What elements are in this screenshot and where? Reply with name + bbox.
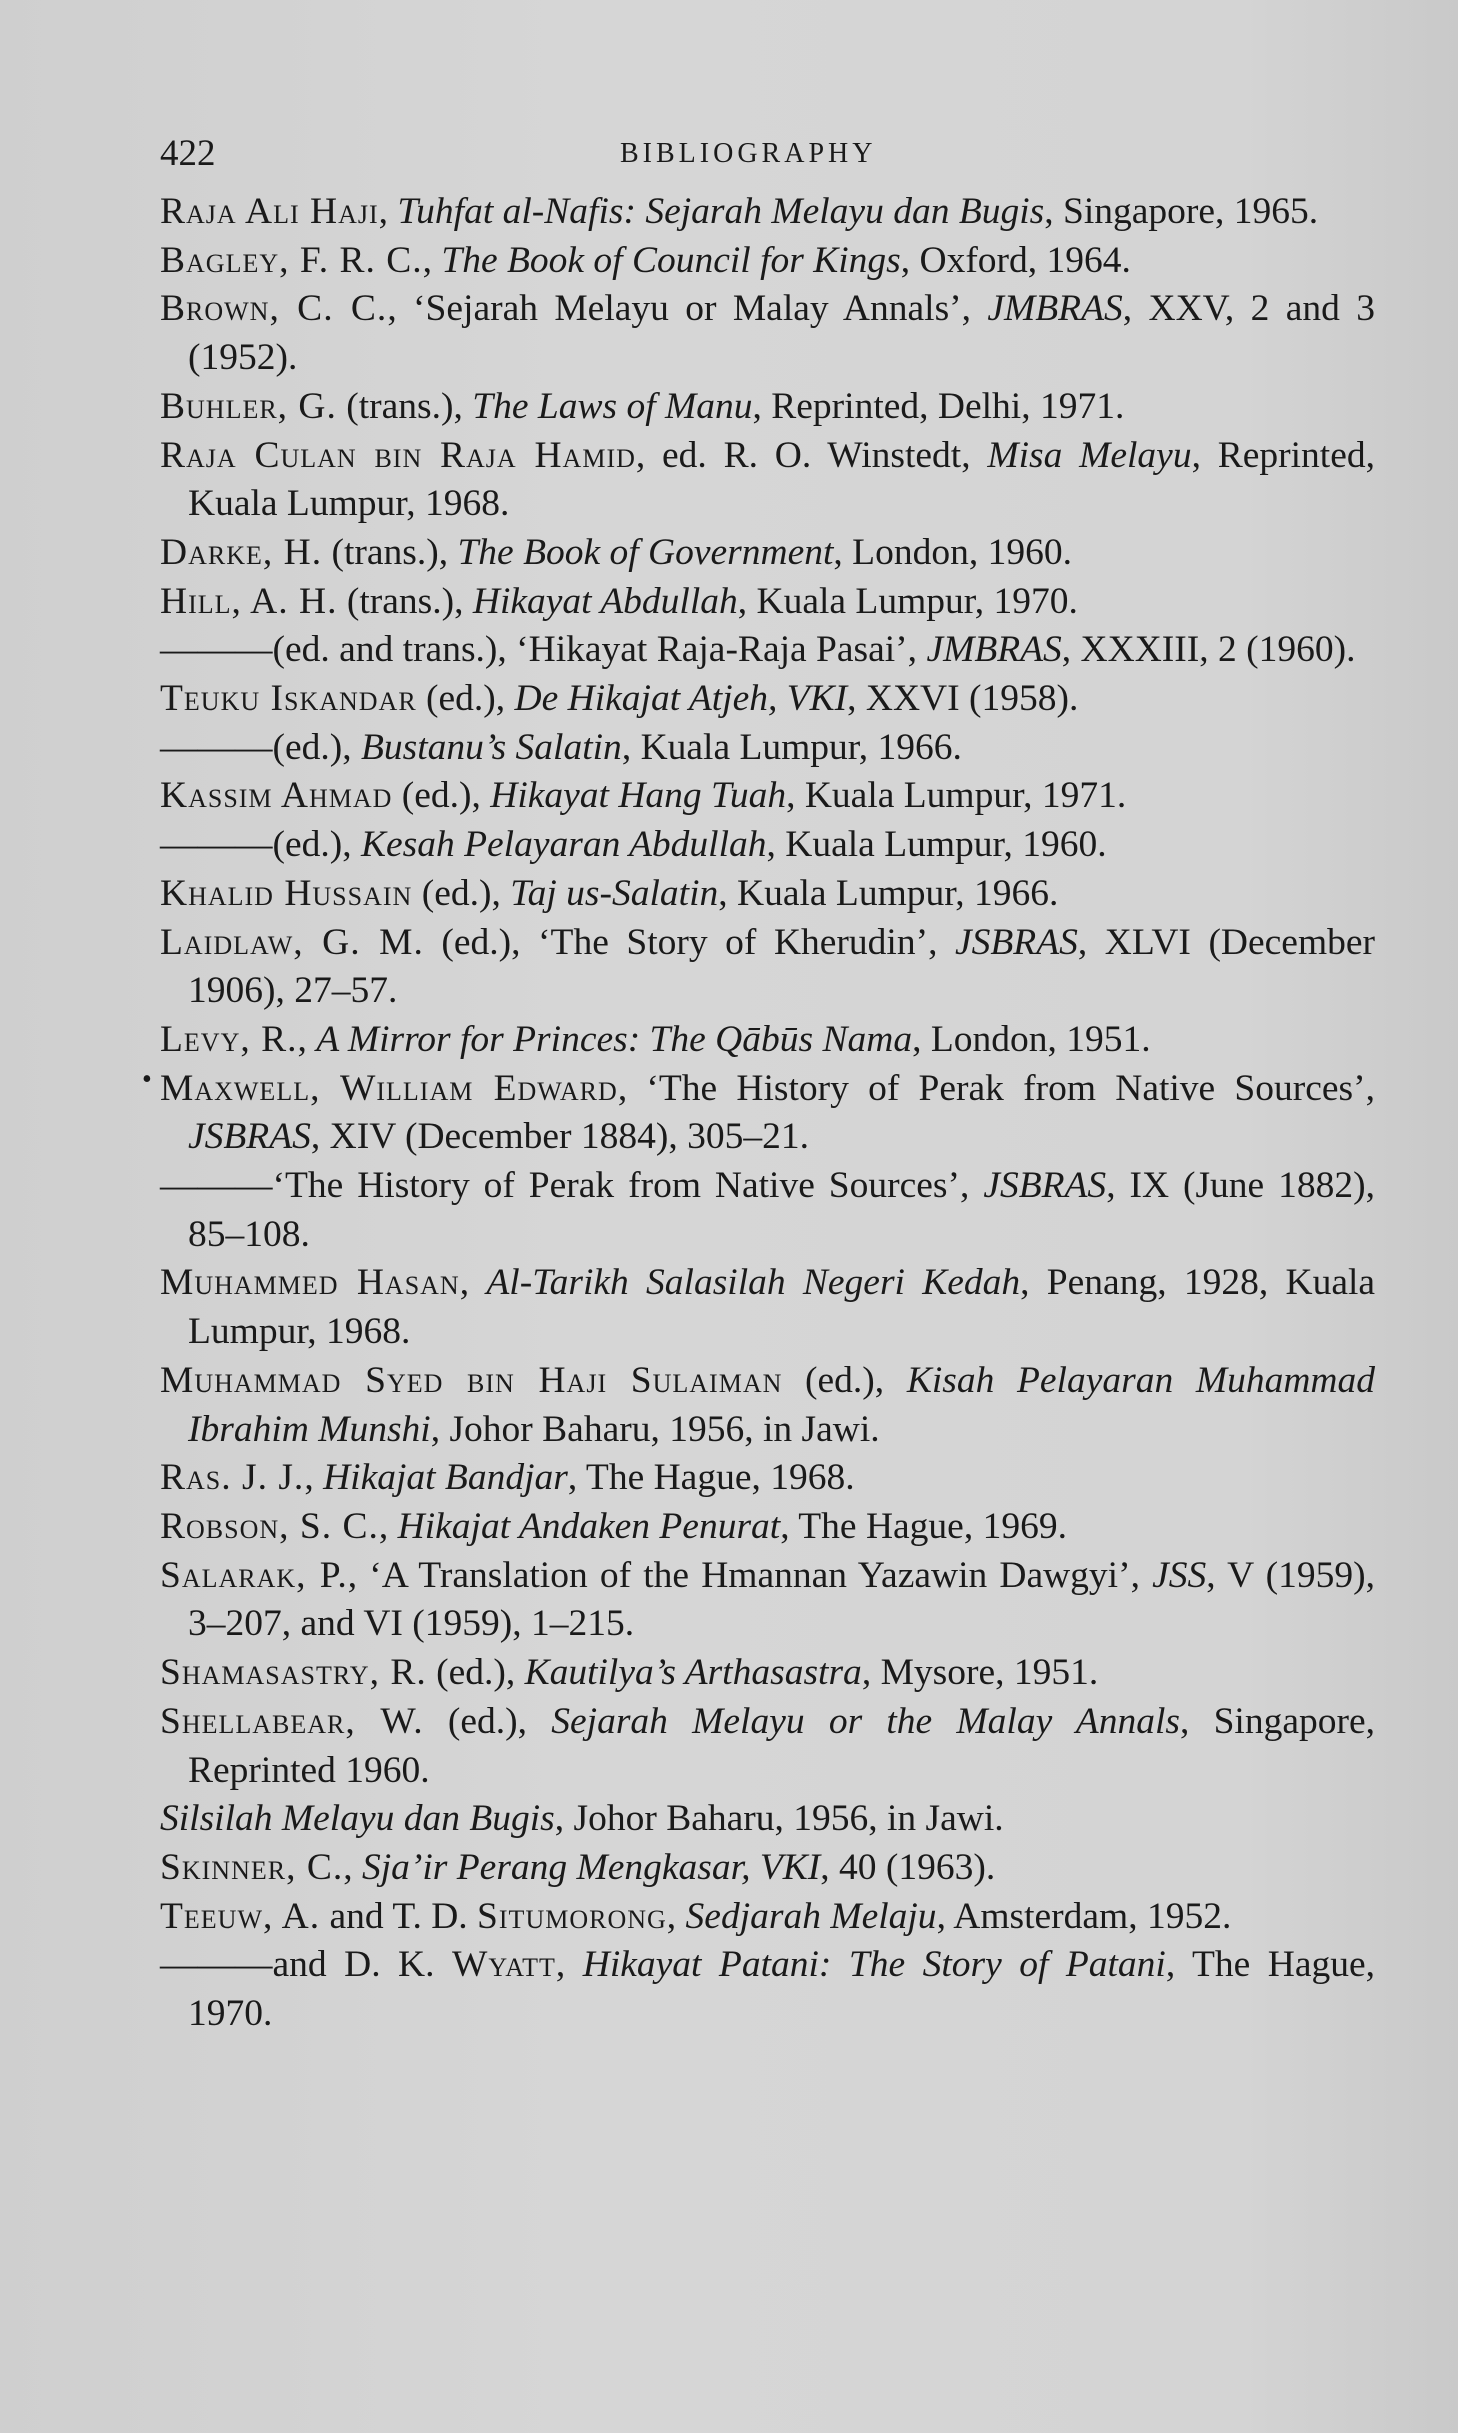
entry-author: Maxwell, William Edward [160, 1067, 618, 1109]
entry-author: Bagley, F. R. C. [160, 239, 423, 281]
entry-title: Tuhfat al-Nafis: Sejarah Melayu dan Bugis [397, 191, 1045, 232]
entry-title: The Book of Government [457, 531, 834, 573]
entry-details: , XLVI (December 1906), 27–57. [188, 921, 1375, 1012]
entry-text: , [297, 1018, 317, 1060]
entry-title: Hikayat Abdullah [472, 580, 738, 622]
bibliography-entry [160, 1941, 1375, 2038]
entry-title: Sedjarah Melaju [685, 1895, 937, 1937]
bibliography-entry [160, 675, 1375, 724]
entry-details: , Kuala Lumpur, 1970. [737, 580, 1078, 622]
bibliography-entry [160, 529, 1375, 578]
entry-author: Hill, A. H. [160, 580, 338, 622]
entry-coauthor: Wyatt [451, 1944, 556, 1986]
entry-details: , Amsterdam, 1952. [936, 1895, 1232, 1937]
entry-title: JMBRAS [926, 629, 1062, 671]
entry-details: , V (1959), 3–207, and VI (1959), 1–215. [188, 1554, 1375, 1645]
entry-title: JSBRAS [188, 1116, 311, 1158]
entry-author: Laidlaw, G. M. [160, 921, 424, 963]
bibliography-entry [160, 1454, 1375, 1503]
entry-details: , XXXIII, 2 (1960). [1061, 629, 1356, 671]
entry-details: , London, 1951. [912, 1018, 1151, 1060]
entry-text: , [459, 1262, 487, 1304]
entry-title: Al-Tarikh Salasilah Negeri Kedah [486, 1262, 1021, 1304]
entry-author: Raja Culan bin Raja Hamid [160, 434, 636, 476]
entry-text: (ed.), [416, 678, 515, 720]
bibliography-entry [160, 383, 1375, 432]
bibliography-entry [160, 1795, 1375, 1844]
entry-text: (ed.), [272, 824, 361, 866]
entry-title: Hikayat Hang Tuah [490, 775, 787, 817]
bibliography-entry [160, 821, 1375, 870]
entry-author: Ras. J. J. [160, 1457, 305, 1499]
entry-author: Shellabear, W. [160, 1700, 424, 1742]
entry-author: Teeuw, A. [160, 1895, 321, 1937]
entry-title: Sejarah Melayu or the Malay Annals [551, 1700, 1180, 1742]
entry-details: , Reprinted, Kuala Lumpur, 1968. [188, 434, 1375, 525]
bibliography-entry [160, 1503, 1375, 1552]
bibliography-entry [160, 1698, 1375, 1795]
entry-author: Muhammad Syed bin Haji Sulaiman [160, 1359, 783, 1401]
bibliography-list [160, 188, 1375, 2039]
page-header [160, 132, 1375, 182]
entry-author: Teuku Iskandar [160, 678, 417, 720]
entry-title: Kautilya’s Arthasastra [524, 1652, 862, 1694]
ditto-dash: ——— [160, 824, 273, 866]
entry-text: (trans.), [337, 580, 473, 622]
bibliography-entry [160, 1552, 1375, 1649]
entry-details: , Oxford, 1964. [900, 239, 1131, 281]
bibliography-entry [160, 1357, 1375, 1454]
entry-title: De Hikajat Atjeh, VKI [514, 678, 848, 720]
entry-title: Misa Melayu [987, 434, 1192, 476]
entry-title: Sja’ir Perang Mengkasar, VKI [361, 1846, 821, 1888]
entry-text: (trans.), [336, 385, 473, 427]
bibliography-entry [160, 1162, 1375, 1259]
entry-details: , Singapore, Reprinted 1960. [188, 1700, 1376, 1791]
entry-author: Salarak, P. [160, 1554, 348, 1596]
entry-title: JSS [1152, 1554, 1207, 1596]
entry-details: , Reprinted, Delhi, 1971. [752, 385, 1125, 427]
entry-text: , [378, 1505, 398, 1547]
ditto-dash: ——— [160, 629, 273, 671]
entry-text: , ed. R. O. Winstedt, [635, 434, 988, 476]
entry-details: , Kuala Lumpur, 1966. [621, 726, 962, 768]
entry-author: Buhler, G. [160, 385, 337, 427]
entry-text: , [422, 239, 442, 281]
entry-details: , XIV (December 1884), 305–21. [310, 1116, 810, 1158]
entry-author: Skinner, C. [160, 1846, 344, 1888]
entry-author: Levy, R. [160, 1018, 298, 1060]
bibliography-entry [160, 772, 1375, 821]
entry-title: A Mirror for Princes: The Qābūs Nama [316, 1018, 913, 1060]
entry-details: , Singapore, 1965. [1044, 191, 1319, 232]
entry-author: Khalid Hussain [160, 872, 413, 914]
entry-text: (ed.), [426, 1652, 525, 1694]
entry-title: Hikayat Patani: The Story of Patani [582, 1944, 1166, 1986]
entry-text: and D. K. [272, 1944, 452, 1986]
entry-author: Darke, H. [160, 531, 323, 573]
running-head: BIBLIOGRAPHY [620, 138, 877, 169]
entry-author: Kassim Ahmad [160, 775, 393, 817]
page-number: 422 [160, 133, 216, 174]
bibliography-entry [160, 1259, 1375, 1356]
entry-author: Brown, C. C. [160, 288, 388, 330]
bibliography-entry [160, 1893, 1375, 1942]
bibliography-entry [160, 285, 1375, 382]
entry-details: , Kuala Lumpur, 1971. [786, 775, 1127, 817]
entry-title: JSBRAS [955, 921, 1078, 963]
entry-title: Kisah Pelayaran Muhammad Ibrahim Munshi [188, 1359, 1375, 1450]
entry-text: (ed.), ‘The Story of Kherudin’, [423, 921, 955, 963]
bibliography-entry [160, 724, 1375, 773]
entry-title: Bustanu’s Salatin [361, 726, 622, 768]
entry-title: Hikajat Andaken Penurat [397, 1505, 781, 1547]
entry-details: , 40 (1963). [820, 1846, 996, 1888]
entry-author: Raja Ali Haji [160, 191, 379, 232]
entry-text: (ed.), [412, 872, 511, 914]
entry-text: , [343, 1846, 362, 1888]
entry-details: , XXVI (1958). [847, 678, 1079, 720]
entry-title: JMBRAS [987, 288, 1123, 330]
entry-title: JSBRAS [983, 1165, 1107, 1207]
entry-details: , IX (June 1882), 85–108. [188, 1165, 1375, 1255]
bibliography-entry [160, 1844, 1375, 1893]
entry-coauthor: Situmorong [477, 1895, 667, 1937]
ditto-dash: ——— [160, 1165, 273, 1207]
entry-title: Kesah Pelayaran Abdullah [361, 824, 767, 866]
entry-details: , The Hague, 1970. [188, 1944, 1375, 2035]
entry-text: , [304, 1457, 324, 1499]
entry-details: , Mysore, 1951. [861, 1652, 1099, 1694]
entry-title: Taj us-Salatin [510, 872, 719, 914]
entry-text: (trans.), [322, 531, 458, 573]
entry-details: , The Hague, 1968. [567, 1457, 855, 1499]
bibliography-entry [160, 1065, 1375, 1162]
bibliography-entry [160, 626, 1375, 675]
entry-details: , Penang, 1928, Kuala Lumpur, 1968. [188, 1262, 1376, 1353]
entry-text: , [378, 191, 398, 232]
bibliography-entry [160, 1016, 1375, 1065]
entry-details: , Kuala Lumpur, 1966. [718, 872, 1059, 914]
bibliography-entry [160, 237, 1375, 286]
entry-author: Robson, S. C. [160, 1505, 379, 1547]
bibliography-entry [160, 919, 1375, 1016]
entry-title: The Laws of Manu [472, 385, 753, 427]
entry-text: , ‘A Translation of the Hmannan Yazawin Dawgyi’, [347, 1554, 1153, 1596]
entry-details: , XXV, 2 and 3 (1952). [188, 288, 1375, 379]
entry-author: Shamasastry, R. [160, 1652, 427, 1694]
entry-text: (ed.), [423, 1700, 552, 1742]
entry-details: , London, 1960. [833, 531, 1072, 573]
entry-title: Hikajat Bandjar [323, 1457, 568, 1499]
entry-text: (ed.), [392, 775, 491, 817]
bibliography-entry [160, 188, 1375, 237]
entry-details: , Johor Baharu, 1956, in Jawi. [430, 1408, 880, 1450]
entry-title: The Book of Council for Kings [441, 239, 901, 281]
bibliography-entry [160, 432, 1375, 529]
entry-text: (ed. and trans.), ‘Hikayat Raja-Raja Pasai’, [272, 629, 927, 671]
entry-text: , ‘The History of Perak from Native Sources’, [617, 1067, 1375, 1109]
entry-title: Silsilah Melayu dan Bugis [160, 1798, 555, 1840]
entry-text: (ed.), [782, 1359, 907, 1401]
entry-text: (ed.), [272, 726, 361, 768]
margin-mark: • [142, 1064, 152, 1095]
entry-text: , [555, 1944, 583, 1986]
entry-details: , Johor Baharu, 1956, in Jawi. [554, 1798, 1004, 1840]
entry-author: Muhammed Hasan [160, 1262, 460, 1304]
entry-text: , ‘Sejarah Melayu or Malay Annals’, [387, 288, 988, 330]
entry-text: ‘The History of Perak from Native Sources’, [272, 1165, 984, 1207]
entry-details: , The Hague, 1969. [780, 1505, 1067, 1547]
entry-text: and T. D. [320, 1895, 478, 1937]
bibliography-entry [160, 1649, 1375, 1698]
entry-text: , [666, 1895, 686, 1937]
entry-details: , Kuala Lumpur, 1960. [766, 824, 1107, 866]
ditto-dash: ——— [160, 726, 273, 768]
bibliography-entry [160, 870, 1375, 919]
bibliography-entry [160, 578, 1375, 627]
ditto-dash: ——— [160, 1944, 273, 1986]
